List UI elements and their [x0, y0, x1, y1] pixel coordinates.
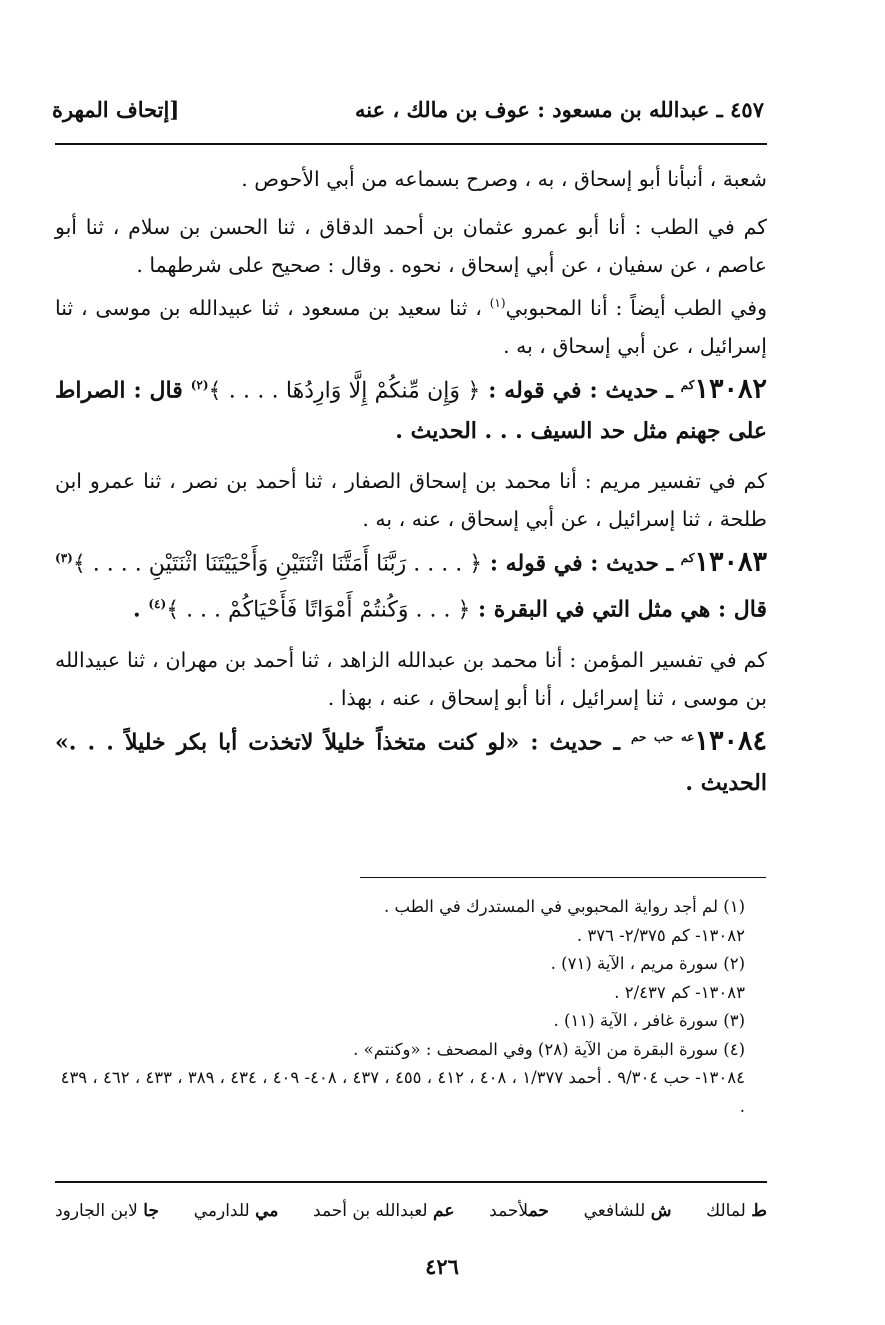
hadith-text: ـ حديث : في قوله : — [482, 550, 681, 577]
abbreviation-name: لابن الجارود — [55, 1201, 138, 1221]
hadith-text: ـ حديث : «لو كنت متخذاً خليلاً لاتخذت أبا بكر خليلاً . . .» الحديث . — [55, 729, 767, 797]
footnote-rule — [360, 877, 766, 878]
abbreviation-name: للدارمي — [193, 1201, 250, 1221]
abbreviation — [55, 1196, 159, 1226]
abbreviations-key — [55, 1196, 767, 1226]
hadith-text: قال : هي مثل التي في البقرة : — [470, 596, 767, 623]
footnote-ref: (٣) — [55, 551, 73, 566]
abbreviation — [194, 1196, 279, 1226]
abbreviation — [313, 1196, 454, 1226]
paragraph: كم في الطب : أنا أبو عمرو عثمان بن أحمد الدقاق ، ثنا الحسن بن سلام ، ثنا أبو عاصم ، عن سفيان ، عن أبي إسحاق ، نحوه . وقال : صحيح على شرطهما . — [55, 215, 767, 277]
footnote: (١) لم أجد رواية المحبوبي في المستدرك في الطب . — [384, 897, 745, 916]
abbreviation-name: للشافعي — [583, 1201, 646, 1221]
paragraph-text: وفي الطب أيضاً : أنا المحبوبي — [505, 295, 767, 320]
hadith-number: ١٣٠٨٢ — [694, 373, 768, 405]
footnote: (٤) سورة البقرة من الآية (٢٨) وفي المصحف : «وكنتم» . — [353, 1039, 745, 1059]
hadith-text: ـ حديث : في قوله : — [480, 377, 681, 404]
abbreviation-code: ط — [751, 1201, 767, 1221]
hadith-sigla: عه حب حم — [631, 729, 695, 744]
abbreviation — [489, 1196, 549, 1226]
hadith-sigla: كم — [680, 551, 695, 566]
paragraph: شعبة ، أنبأنا أبو إسحاق ، به ، وصرح بسماعه من أبي الأحوص . — [241, 167, 767, 191]
footnote: ١٣٠٨٢- كم ٢/٣٧٥- ٣٧٦ . — [576, 925, 745, 945]
hadith-text: قال : الصراط على جهنم مثل حد السيف . . . الحديث . — [55, 377, 767, 445]
abbreviation-code: عم — [433, 1201, 455, 1221]
abbreviation-code: ش — [650, 1201, 672, 1221]
header-rule — [55, 143, 767, 145]
hadith-entry — [55, 717, 767, 804]
hadith-sigla: كم — [680, 377, 695, 392]
abbreviation-name: لمالك — [706, 1201, 746, 1221]
footnote: (٢) سورة مريم ، الآية (٧١) . — [550, 954, 745, 973]
abbreviation-code: مي — [255, 1201, 279, 1221]
hadith-number: ١٣٠٨٤ — [694, 725, 767, 757]
paragraph: كم في تفسير مريم : أنا محمد بن إسحاق الصفار ، ثنا أحمد بن نصر ، ثنا عمرو ابن طلحة ، ثنا إسرائيل ، عن أبي إسحاق ، عنه ، به . — [55, 469, 767, 532]
abbreviation-name: لأحمد — [489, 1201, 529, 1221]
running-head — [52, 92, 764, 126]
hadith-text: . — [133, 596, 149, 623]
abbreviation — [706, 1196, 767, 1226]
abbreviation-code: حم — [528, 1201, 549, 1221]
quran-verse: ﴿ وَإِن مِّنكُمْ إِلَّا وَارِدُهَا . . . . ﴾ — [208, 378, 481, 404]
hadith-entry — [55, 365, 767, 452]
hadith-entry — [55, 538, 767, 631]
page-number: ٤٢٦ — [425, 1254, 459, 1279]
footnote-ref: (٤) — [148, 597, 167, 612]
quran-verse: ﴿ . . . وَكُنتُمْ أَمْوَاتًا فَأَحْيَاكُمْ . . . ﴾ — [166, 597, 471, 623]
footnote: ١٣٠٨٤- حب ٩/٣٠٤ . أحمد ١/٣٧٧ ، ٤٠٨ ، ٤١٢ ، ٤٥٥ ، ٤٣٧ ، ٤٠٨- ٤٠٩ ، ٤٣٤ ، ٣٨٩ ، ٤٣٣ ، ٤٦٢ ، ٤٣٩ . — [60, 1068, 745, 1116]
hadith-number: ١٣٠٨٣ — [694, 546, 767, 578]
abbreviation — [584, 1196, 672, 1226]
abbreviation-name: لعبدالله بن أحمد — [313, 1201, 428, 1221]
book-title: [إتحاف المهرة — [52, 96, 180, 122]
chapter-title: ٤٥٧ ـ عبدالله بن مسعود : عوف بن مالك ، عنه — [355, 96, 764, 122]
abbreviations-rule — [55, 1181, 767, 1183]
footnote: ١٣٠٨٣- كم ٢/٤٣٧ . — [614, 982, 745, 1002]
main-text — [55, 160, 767, 804]
footnote-ref: (١) — [489, 296, 506, 310]
abbreviation-code: جا — [143, 1201, 159, 1221]
paragraph: كم في تفسير المؤمن : أنا محمد بن عبدالله الزاهد ، ثنا أحمد بن مهران ، ثنا عبيدالله بن موسى ، ثنا إسرائيل ، أنا أبو إسحاق ، عنه ، بهذا . — [55, 647, 767, 710]
paragraph — [55, 284, 767, 365]
footnote: (٣) سورة غافر ، الآية (١١) . — [553, 1011, 745, 1030]
paragraph-text: ، ثنا سعيد بن مسعود ، ثنا عبيدالله بن موسى ، ثنا إسرائيل ، عن أبي إسحاق ، به . — [55, 295, 767, 358]
footnotes — [55, 893, 767, 1121]
footnote-ref: (٢) — [190, 377, 209, 392]
quran-verse: ﴿ . . . . رَبَّنَا أَمَتَّنَا اثْنَتَيْنِ وَأَحْيَيْتَنَا اثْنَتَيْنِ . . . . ﴾ — [72, 551, 483, 577]
